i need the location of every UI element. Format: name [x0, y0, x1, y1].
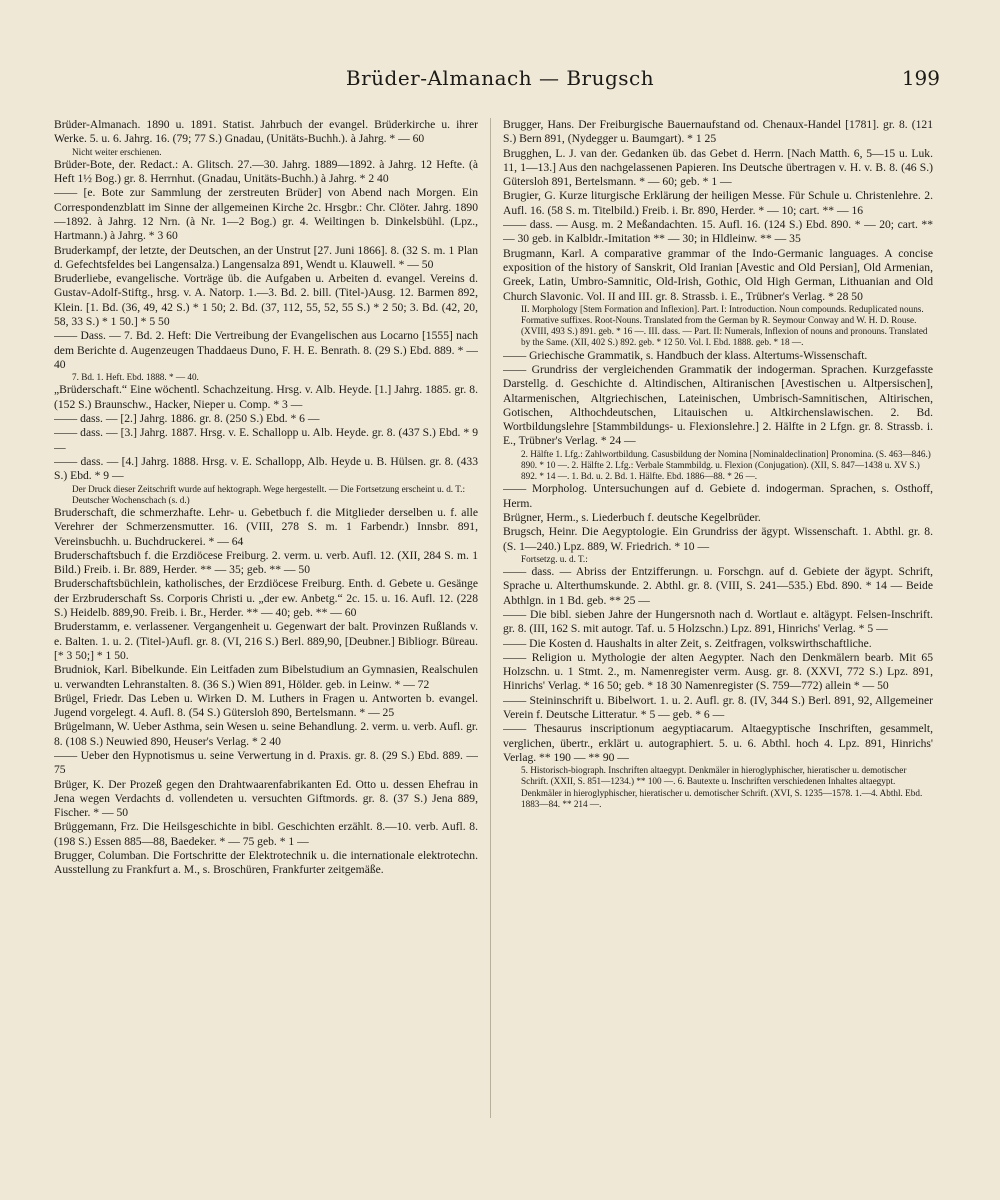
catalog-entry: Brugsch, Heinr. Die Aegyptologie. Ein Grundriss der ägypt. Wissenschaft. 1. Abthl. gr. 8. (S. 1—240.) Lpz. 889, W. Friedrich. * 10 —	[503, 525, 933, 553]
left-column	[54, 118, 478, 1128]
catalog-entry: Bruderkampf, der letzte, der Deutschen, an der Unstrut [27. Juni 1866]. 8. (32 S. m. 1 Plan d. Gefechtsfeldes bei Langensalza.) Langensalza 891, Wendt u. Klauwell. * — 50	[54, 243, 478, 271]
catalog-entry: —— Die bibl. sieben Jahre der Hungersnoth nach d. Wortlaut e. altägypt. Felsen-Inschrift. gr. 8. (III, 162 S. mit autogr. Taf. u. 5 Holzschn.) Lpz. 891, Hinrichs' Verlag. * 5 —	[503, 607, 933, 636]
catalog-entry: Brügner, Herm., s. Liederbuch f. deutsche Kegelbrüder.	[503, 510, 761, 524]
catalog-entry: Brugmann, Karl. A comparative grammar of the Indo-Germanic languages. A concise exposition of the history of Sanskrit, Old Iranian [Avestic and Old Persian], Old Armenian, Greek, Latin, Umbro-Samnitic, Old-Irish, Gothic, Old High German, Lithuanian and Old Church Slavonic. Vol. II and III. gr. 8. Strassb. i. E., Trübner's Verlag. * 28 50	[503, 246, 933, 303]
right-column	[503, 118, 933, 1128]
catalog-note: 7. Bd. 1. Heft. Ebd. 1888. * — 40.	[72, 372, 199, 383]
running-title: Brüder-Almanach — Brugsch	[345, 66, 655, 90]
catalog-entry: —— dass. — [4.] Jahrg. 1888. Hrsg. v. E. Schallopp, Alb. Heyde u. B. Hülsen. gr. 8. (433 S.) Ebd. * 9 —	[54, 454, 478, 483]
catalog-entry: Brügel, Friedr. Das Leben u. Wirken D. M. Luthers in Fragen u. Antworten b. evangel. Jugend vorgelegt. 4. Aufl. 8. (54 S.) Gütersloh 890, Bertelsmann. * — 25	[54, 691, 478, 720]
catalog-entry: —— dass. — Abriss der Entzifferungn. u. Forschgn. auf d. Gebiete der ägypt. Schrift, Sprache u. Alterthumskunde. 2. Abthl. gr. 8. (VIII, S. 241—535.) Ebd. 890. * 14 — Beide Abthlgn. in 1 Bd. geb. ** 25 —	[503, 565, 933, 607]
page-header	[60, 66, 940, 96]
catalog-entry: —— dass. — Ausg. m. 2 Meßandachten. 15. Aufl. 16. (124 S.) Ebd. 890. * — 20; cart. ** — 30 geb. in Kalbldr.-Imitation ** — 30; in Hldleinw. ** — 35	[503, 218, 933, 246]
catalog-entry: Brugier, G. Kurze liturgische Erklärung der heiligen Messe. Für Schule u. Christenlehre. 2. Aufl. 16. (58 S. m. Titelbild.) Freib. i. Br. 890, Herder. * — 10; cart. ** — 16	[503, 189, 933, 217]
catalog-note: Fortsetzg. u. d. T.:	[521, 553, 588, 564]
catalog-entry: Brüger, K. Der Prozeß gegen den Drahtwaarenfabrikanten Ed. Otto u. dessen Ehefrau in Jena wegen Verdachts d. vollendeten u. versuchten Giftmords. gr. 8. (37 S.) Jena 889, Fischer. * — 50	[54, 777, 478, 820]
catalog-entry: Bruderliebe, evangelische. Vorträge üb. die Aufgaben u. Arbeiten d. evangel. Vereins d. Gustav-Adolf-Stiftg., hrsg. v. A. Natorp. 1.—3. Bd. 2. bill. (Titel-)Ausg. 12. Barmen 892, Klein. [1. Bd. (36, 49, 42 S.) * 1 50; 2. Bd. (37, 112, 55, 52, 55 S.) * 2 50; 3. Bd. (42, 20, 58, 33 S.) * 1 50.] * 5 50	[54, 272, 478, 329]
column-divider	[490, 118, 491, 1118]
catalog-entry: —— Ueber den Hypnotismus u. seine Verwertung in d. Praxis. gr. 8. (29 S.) Ebd. 889. — 75	[54, 748, 478, 777]
catalog-entry: —— dass. — [3.] Jahrg. 1887. Hrsg. v. E. Schallopp u. Alb. Heyde. gr. 8. (437 S.) Ebd. * 9 —	[54, 426, 478, 454]
catalog-entry: —— Dass. — 7. Bd. 2. Heft: Die Vertreibung der Evangelischen aus Locarno [1555] nach dem Berichte d. Augenzeugen Thaddaeus Duno, F. H. E. Benrath. 8. (29 S.) Ebd. 889. * — 40	[54, 329, 478, 371]
catalog-entry: Bruderschaft, die schmerzhafte. Lehr- u. Gebetbuch f. die Mitglieder derselben u. f. alle Verehrer der Schmerzensmutter. 16. (VIII, 278 S. m. 1 Farbendr.) Innsbr. 891, Vereinsbuchh. u. Buchdruckerei. * — 64	[54, 505, 478, 548]
catalog-entry: Brüder-Bote, der. Redact.: A. Glitsch. 27.—30. Jahrg. 1889—1892. à Jahrg. 12 Hefte. (à Heft 1½ Bog.) gr. 8. Herrnhut. (Gnadau, Unitäts-Buchh.) à Jahrg. * 2 40	[54, 157, 478, 186]
catalog-entry: —— Religion u. Mythologie der alten Aegypter. Nach den Denkmälern bearb. Mit 65 Holzschn. u. 1 Stmt. 2., m. Namenregister verm. Ausg. gr. 8. (XXVI, 772 S.) Lpz. 891, Hinrichs' Verlag. * 16 50; geb. * 18 30 Namenregister (S. 759—772) allein * — 50	[503, 650, 933, 693]
catalog-entry: Bruderschaftsbuch f. die Erzdiöcese Freiburg. 2. verm. u. verb. Aufl. 12. (XII, 284 S. m. 1 Bild.) Freib. i. Br. 889, Herder. ** — 35; geb. ** — 50	[54, 548, 478, 577]
catalog-entry: Brugger, Hans. Der Freiburgische Bauernaufstand od. Chenaux-Handel [1781]. gr. 8. (121 S.) Bern 891, (Nydegger u. Baumgart). * 1 25	[503, 118, 933, 146]
catalog-entry: —— Griechische Grammatik, s. Handbuch der klass. Altertums-Wissenschaft.	[503, 348, 868, 362]
catalog-entry: Bruderstamm, e. verlassener. Vergangenheit u. Gegenwart der balt. Provinzen Rußlands v. e. Balten. 1. u. 2. (Titel-)Aufl. gr. 8. (VI, 216 S.) Berl. 889,90, [Deubner.] Bibliogr. Büreau. [* 3 50;] * 1 50.	[54, 620, 478, 662]
catalog-entry: Brüder-Almanach. 1890 u. 1891. Statist. Jahrbuch der evangel. Brüderkirche u. ihrer Werke. 5. u. 6. Jahrg. 16. (79; 77 S.) Gnadau, (Unitäts-Buchh.). à Jahrg. * — 60	[54, 118, 478, 146]
catalog-entry: Bruderschaftsbüchlein, katholisches, der Erzdiöcese Freiburg. Enth. d. Gebete u. Gesänge der Erzbruderschaft Ss. Corporis Christi u. „der ew. Anbetg.“ 2c. 15. u. 16. Aufl. 12. (228 S.) Heidelb. 889,90. Freib. i. Br., Herder. ** — 40; geb. ** — 60	[54, 577, 478, 620]
catalog-note: II. Morphology [Stem Formation and Inflexion]. Part. I: Introduction. Noun compounds. Reduplicated nouns. Formative suffixes. Root-Nouns. Translated from the German by R. Seymour Conway and W. H. D. Rouse. (XVIII, 493 S.) 891. geb. * 16 —. III. dass. — Part. II: Numerals, Inflexion of nouns and pronouns. Translated by the Same. (XII, 402 S.) 892. geb. * 12 50. Vol. I. Ebd. 1888. geb. * 18 —.	[521, 303, 928, 348]
catalog-entry: —— Thesaurus inscriptionum aegyptiacarum. Altaegyptische Inschriften, gesammelt, verglichen, übertr., erklärt u. autographiert. 5. u. 6. Abthl. hoch 4. Lpz. 891, Hinrichs' Verlag. ** 190 — ** 90 —	[503, 722, 933, 764]
catalog-entry: Brüggemann, Frz. Die Heilsgeschichte in bibl. Geschichten erzählt. 8.—10. verb. Aufl. 8. (198 S.) Essen 885—88, Baedeker. * — 75 geb. * 1 —	[54, 820, 478, 848]
catalog-note: Der Druck dieser Zeitschrift wurde auf hektograph. Wege hergestellt. — Die Fortsetzung erscheint u. d. T.: Deutscher Wochenschach (s. d.)	[72, 483, 466, 505]
page-number: 199	[901, 66, 940, 90]
catalog-entry: Brügelmann, W. Ueber Asthma, sein Wesen u. seine Behandlung. 2. verm. u. verb. Aufl. gr. 8. (108 S.) Neuwied 890, Heuser's Verlag. * 2 40	[54, 720, 478, 748]
catalog-note: 2. Hälfte 1. Lfg.: Zahlwortbildung. Casusbildung der Nomina [Nominaldeclination] Pronomina. (S. 463—846.) 890. * 10 —. 2. Hälfte 2. Lfg.: Verbale Stammbildg. u. Flexion (Conjugation). (XII, S. 847—1438 u. XV S.) 892. * 14 —. 1. Bd. u. 2. Bd. 1. Hälfte. Ebd. 1886—88. * 26 —.	[521, 448, 931, 482]
catalog-entry: —— Die Kosten d. Haushalts in alter Zeit, s. Zeitfragen, volkswirthschaftliche.	[503, 636, 872, 650]
catalog-entry: —— Grundriss der vergleichenden Grammatik der indogerman. Sprachen. Kurzgefasste Darstellg. d. Geschichte d. Altindischen, Altiranischen [Avestischen u. Altpersischen], Altarmenischen, Altgriechischen, Lateinischen, Umbrisch-Samnitischen, Altirischen, Gotischen, Althochdeutschen, Litauischen u. Altkirchenslawischen. 2. Bd. Wortbildungslehre [Stammbildungs- u. Flexionslehre.] 2. Hälfte in 2 Lfgn. gr. 8. Strassb. i. E., Trübner's Verlag. * 24 —	[503, 362, 933, 448]
catalog-entry: Brugger, Columban. Die Fortschritte der Elektrotechnik u. die internationale elektrotechn. Ausstellung zu Frankfurt a. M., s. Broschüren, Frankfurter zeitgemäße.	[54, 849, 478, 877]
catalog-entry: —— dass. — [2.] Jahrg. 1886. gr. 8. (250 S.) Ebd. * 6 —	[54, 412, 320, 426]
catalog-note: Nicht weiter erschienen.	[72, 146, 162, 157]
catalog-entry: —— Morpholog. Untersuchungen auf d. Gebiete d. indogerman. Sprachen, s. Osthoff, Herm.	[503, 482, 933, 510]
catalog-note: 5. Historisch-biograph. Inschriften altaegypt. Denkmäler in hieroglyphischer, hieratischer u. demotischer Schrift. (XXII, S. 851—1234.) ** 100 —. 6. Bautexte u. Inschriften verschiedenen Inhaltes altaegypt. Denkmäler in hieroglyphischer, hieratischer u. demotischer Schrift. (XVI, S. 1235—1578. 1.—4. Abthl. Ebd. 1883—84. ** 214 —.	[521, 765, 923, 809]
catalog-entry: Brudniok, Karl. Bibelkunde. Ein Leitfaden zum Bibelstudium an Gymnasien, Realschulen u. verwandten Lehranstalten. 8. (36 S.) Wien 891, Hölder. geb. in Leinw. * — 72	[54, 663, 478, 691]
catalog-entry: —— [e. Bote zur Sammlung der zerstreuten Brüder] von Abend nach Morgen. Ein Correspondenzblatt im Sinne der allgemeinen Kirche 2c. Hrsgbr.: Chr. Clöter. Jahrg. 1890—1892. à Jahrg. 12 Nrn. (à Nr. 1—2 Bog.) gr. 4. Weiltingen b. Dinkelsbühl. (Lpz., Hartmann.) à Jahrg. * 3 60	[54, 186, 478, 243]
catalog-entry: —— Steininschrift u. Bibelwort. 1. u. 2. Aufl. gr. 8. (IV, 344 S.) Berl. 891, 92, Allgemeiner Verein f. Deutsche Litteratur. * 5 — geb. * 6 —	[503, 693, 933, 722]
catalog-entry: „Brüderschaft.“ Eine wöchentl. Schachzeitung. Hrsg. v. Alb. Heyde. [1.] Jahrg. 1885. gr. 8. (152 S.) Braunschw., Hacker, Nieper u. Comp. * 3 —	[54, 383, 478, 411]
catalog-entry: Brugghen, L. J. van der. Gedanken üb. das Gebet d. Herrn. [Nach Matth. 6, 5—15 u. Luk. 11, 1—13.] Aus den nachgelassenen Papieren. Ins Deutsche übertragen v. H. v. B. 8. (46 S.) Gütersloh 891, Bertelsmann. * — 60; geb. * 1 —	[503, 146, 933, 189]
